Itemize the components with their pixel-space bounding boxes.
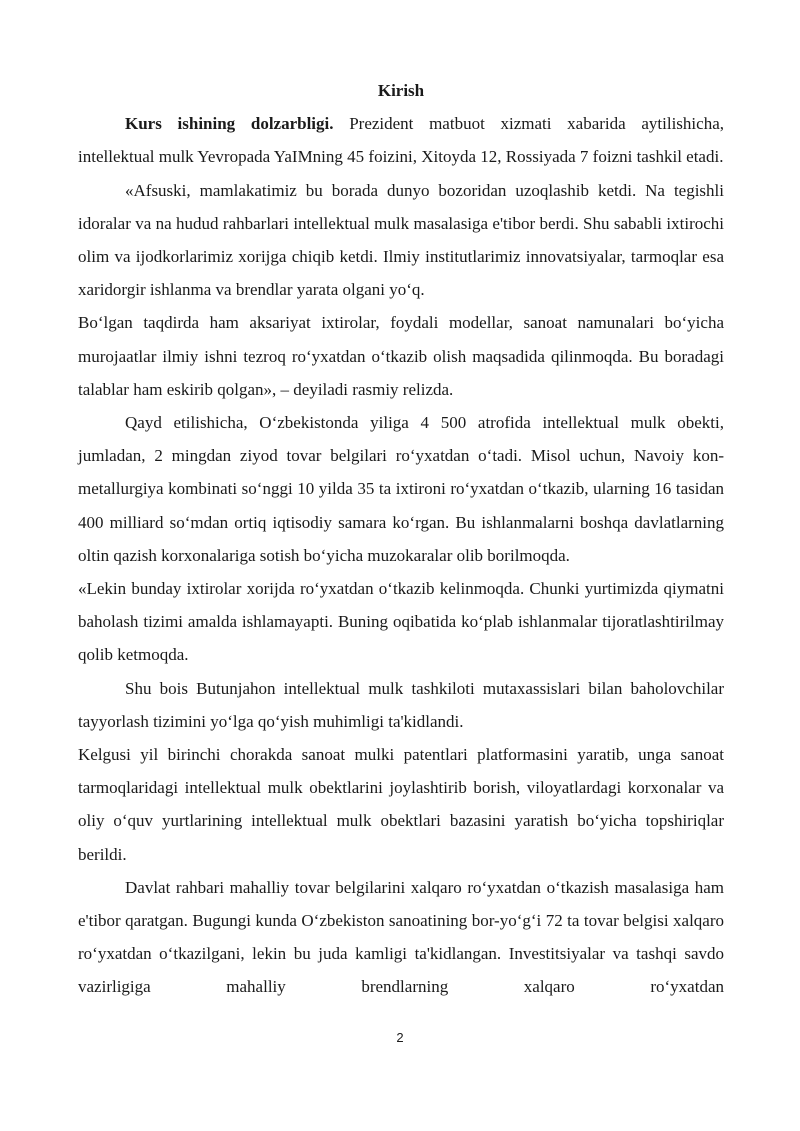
paragraph-relevance (78, 107, 724, 173)
paragraph-tasks: Kelgusi yil birinchi chorakda sanoat mulki patentlari platformasini yaratib, unga sanoat tarmoqlaridagi intellektual mulk obektlarini joylashtirib borish, viloyatlardagi korxonalar va oliy o‘quv yurtlarining intellektual mulk obektlari bazasini yaratish bo‘yicha topshiriqlar berildi. (78, 745, 724, 864)
paragraph-wipo: Shu bois Butunjahon intellektual mulk tashkiloti mutaxassislari bilan baholovchilar tayyorlash tizimini yo‘lga qo‘yish muhimligi ta'kidlandi. (78, 678, 724, 731)
document-page (78, 74, 724, 1004)
paragraph-foreign-registration: «Lekin bunday ixtirolar xorijda ro‘yxatdan o‘tkazib kelinmoqda. Chunki yurtimizda qiymatni baholash tizimi amalda ishlamayapti. Buning oqibatida ko‘plab ishlanmalar tijoratlashtirilmay qolib ketmoqda. (78, 579, 724, 665)
paragraph-text: Prezident matbuot xizmati xabarida aytilishicha, intellektual mulk Yevropada YaIMning 45 foizini, Xitoyda 12, Rossiyada 7 foizni tashkil etadi. (78, 114, 724, 167)
section-title: Kirish (377, 81, 425, 100)
paragraph-lead: Kurs ishining dolzarbligi. (125, 114, 334, 134)
page-number: 2 (396, 1030, 404, 1045)
paragraph-quote-start: «Afsuski, mamlakatimiz bu borada dunyo bozoridan uzoqlashib ketdi. Na tegishli idoralar va na hudud rahbarlari intellektual mulk masalasiga e'tibor berdi. Shu sababli ixtirochi olim va ijodkorlarimiz xorijga chiqib ketdi. Ilmiy institutlarimiz innovatsiyalar, tarmoqlar esa xaridorgir ishlanma va brendlar yarata olgani yo‘q. (78, 180, 724, 300)
paragraph-trademarks: Davlat rahbari mahalliy tovar belgilarini xalqaro ro‘yxatdan o‘tkazish masalasiga ham e'tibor qaratgan. Bugungi kunda O‘zbekiston sanoatining bor-yo‘g‘i 72 ta tovar belgisi xalqaro ro‘yxatdan o‘tkazilgani, lekin bu juda kamligi ta'kidlangan. Investitsiyalar va tashqi savdo vazirligiga mahalliy brendlarning xalqaro ro‘yxatdan (78, 877, 724, 997)
paragraph-statistics: Qayd etilishicha, O‘zbekistonda yiliga 4 500 atrofida intellektual mulk obekti, jumladan, 2 mingdan ziyod tovar belgilari ro‘yxatdan o‘tadi. Misol uchun, Navoiy kon-metallurgiya kombinati so‘nggi 10 yilda 35 ta ixtironi ro‘yxatdan o‘tkazib, ularning 16 tasidan 400 milliard so‘mdan ortiq iqtisodiy samara ko‘rgan. Bu ishlanmalarni boshqa davlatlarning oltin qazish korxonalariga sotish bo‘yicha muzokaralar olib borilmoqda. (78, 413, 724, 565)
paragraph-quote-end: Bo‘lgan taqdirda ham aksariyat ixtirolar, foydali modellar, sanoat namunalari bo‘yicha murojaatlar ilmiy ishni tezroq ro‘yxatdan o‘tkazib olish maqsadida qilinmoqda. Bu boradagi talablar ham eskirib qolgan», – deyiladi rasmiy relizda. (78, 313, 724, 399)
